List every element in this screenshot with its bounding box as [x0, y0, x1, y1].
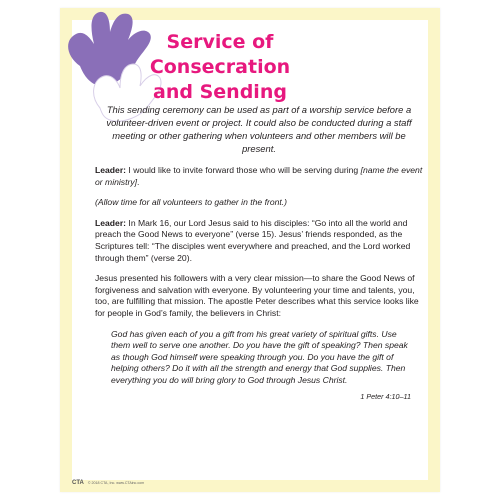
leader-paragraph-1 — [95, 165, 423, 188]
title-line-1: Service of Consecration — [149, 31, 291, 78]
leader-paragraph-2 — [95, 218, 423, 264]
leader-label: Leader: — [95, 165, 127, 175]
stage-direction: (Allow time for all volunteers to gather in the front.) — [95, 197, 288, 208]
scripture-citation: 1 Peter 4:10–11 — [360, 391, 411, 401]
scripture-quote: God has given each of you a gift from his great variety of spiritual gifts. Use them well to serve one another. Do you have the gift of speaking? Then speak as though God himself were speaking through you. Do you have the gift of helping others? Do it with all the strength and energy that God supplies. Then everything you do will bring glory to God through Jesus Christ. — [111, 328, 408, 385]
footer — [72, 480, 144, 486]
mission-paragraph: Jesus presented his followers with a very clear mission—to share the Good News of forgiveness and salvation with everyone. By volunteering your time and talents, you, too, are fulfilling that mission. The apostle Peter describes what this service looks like for people in God’s family, the believers in Christ: — [95, 273, 419, 318]
leader-label: Leader: — [95, 217, 127, 228]
period: . — [137, 176, 140, 187]
leader-text: I would like to invite forward those who will be serving during — [126, 165, 361, 175]
copyright-text: © 2018 CTA, Inc. www.CTAinc.com — [87, 481, 145, 485]
cta-logo: CTA — [72, 480, 84, 486]
document-content — [95, 103, 423, 402]
intro-paragraph: This sending ceremony can be used as part of a worship service before a volunteer-driven event or project. It could also be conducted during a staff meeting or other gathering when volunteers and other members will be present. — [106, 104, 412, 154]
title-line-2: and Sending — [153, 81, 287, 103]
page-title — [102, 30, 338, 105]
event-placeholder: [name the event or ministry] — [95, 165, 423, 187]
leader-text: In Mark 16, our Lord Jesus said to his disciples: “Go into all the world and preach the Good News to everyone” (verse 15). Jesus’ friends responded, as the Scriptures tell: “The disciples went everywhere and preached, and the Lord worked through them” (verse 20). — [95, 217, 411, 263]
title-banner — [102, 30, 338, 103]
